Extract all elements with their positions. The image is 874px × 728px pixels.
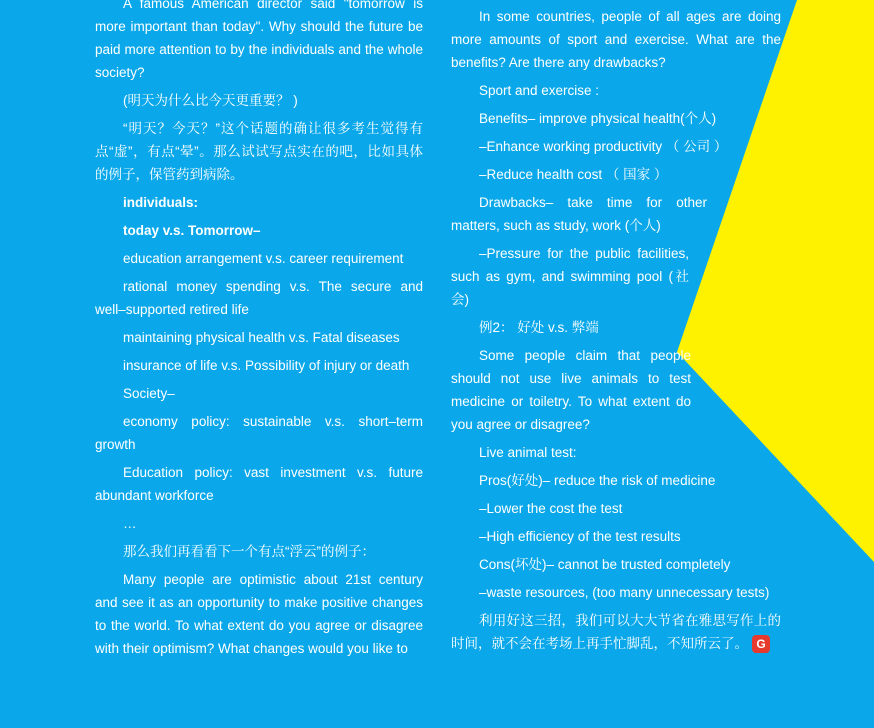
list-item: –waste resources, (too many unnecessary tests) bbox=[479, 585, 770, 600]
list-item: –Reduce health cost （ 国家 ） bbox=[479, 167, 668, 182]
list-item: insurance of life v.s. Possibility of injury or death bbox=[123, 358, 410, 373]
list-item: –Lower the cost the test bbox=[479, 501, 623, 516]
list-item: Cons(坏处)– cannot be trusted completely bbox=[479, 557, 731, 572]
list-item: Education policy: vast investment v.s. future abundant workforce bbox=[95, 465, 423, 503]
list-item: –Enhance working productivity （ 公司 ） bbox=[479, 139, 728, 154]
list-item: education arrangement v.s. career requirement bbox=[123, 251, 404, 266]
section-subheading: today v.s. Tomorrow– bbox=[123, 223, 261, 238]
section-heading: individuals: bbox=[123, 195, 199, 210]
closing-text: 利用好这三招，我们可以大大节省在雅思写作上的时间，就不会在考场上再手忙脚乱，不知所云了。 bbox=[451, 613, 781, 651]
example-heading: 例2： 好处 v.s. 弊端 bbox=[479, 320, 599, 335]
question-paragraph: In some countries, people of all ages are doing more amounts of sport and exercise. What are the benefits? Are there any drawbacks? bbox=[451, 9, 781, 70]
chinese-commentary: 那么我们再看看下一个有点“浮云”的例子： bbox=[123, 544, 375, 559]
list-item: maintaining physical health v.s. Fatal diseases bbox=[123, 330, 400, 345]
right-column bbox=[451, 5, 781, 660]
list-item: economy policy: sustainable v.s. short–term growth bbox=[95, 414, 423, 452]
list-item: –High efficiency of the test results bbox=[479, 529, 681, 544]
question-paragraph: Some people claim that people should not use live animals to test medicine or toiletry. To what extent do you agree or disagree? bbox=[451, 348, 691, 432]
chinese-commentary: “明天？今天？”这个话题的确让很多考生觉得有点“虚”，有点“晕”。那么试试写点实在的吧，比如具体的例子，保管药到病除。 bbox=[95, 121, 423, 182]
section-heading: Society– bbox=[123, 386, 175, 401]
question-paragraph: A famous American director said "tomorrow is more important than today". Why should the future be paid more attention to by the individuals and the whole society? bbox=[95, 0, 423, 80]
list-item: rational money spending v.s. The secure and well–supported retired life bbox=[95, 279, 423, 317]
closing-paragraph bbox=[451, 609, 781, 655]
section-heading: Live animal test: bbox=[479, 445, 577, 460]
list-item: Drawbacks– take time for other matters, such as study, work (个人) bbox=[451, 195, 707, 233]
list-item: Benefits– improve physical health(个人) bbox=[479, 111, 717, 126]
publisher-logo-icon: G bbox=[752, 635, 770, 653]
question-paragraph: Many people are optimistic about 21st century and see it as an opportunity to make positive changes to the world. To what extent do you agree or disagree with their optimism? What changes would you like to bbox=[95, 572, 423, 656]
chinese-translation: (明天为什么比今天更重要？ ) bbox=[123, 93, 298, 108]
left-column bbox=[95, 0, 423, 665]
list-item: –Pressure for the public facilities, such as gym, and swimming pool (社会) bbox=[451, 246, 689, 307]
ellipsis: … bbox=[123, 516, 137, 531]
list-item: Pros(好处)– reduce the risk of medicine bbox=[479, 473, 716, 488]
section-heading: Sport and exercise : bbox=[479, 83, 600, 98]
